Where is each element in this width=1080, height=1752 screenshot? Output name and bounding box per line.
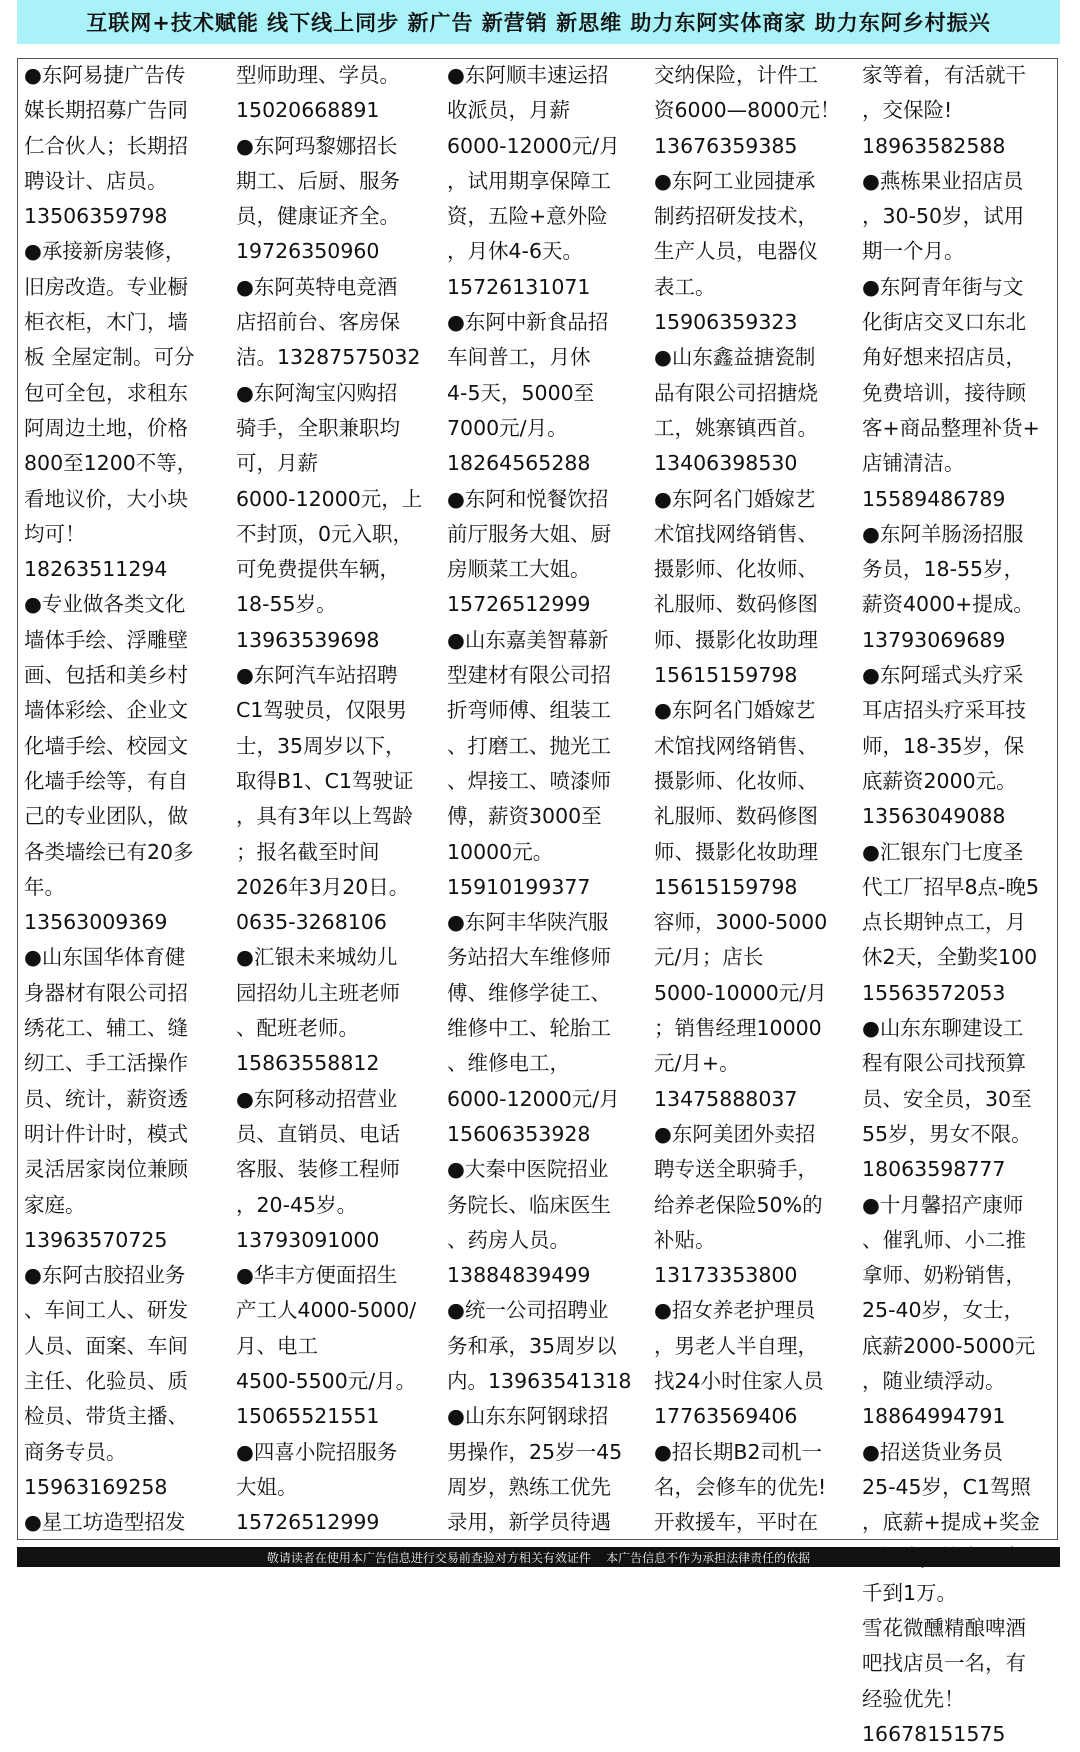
top-banner: 互联网+技术赋能 线下线上同步 新广告 新营销 新思维 助力东阿实体商家 助力东阿乡村振兴 (17, 0, 1060, 44)
ad-column-2-text: 型师助理、学员。 15020668891 ●东阿玛黎娜招长 期工、后厨、服务 员，健康证齐全。 19726350960 ●东阿英特电竞酒 店招前台、客房保 洁。13287575032 ●东阿淘宝闪购招 骑手，全职兼职均 可，月薪 6000-12000元，上 不封顶，0元入职， 可免费提供车辆， 18-55岁。 13963539698 ●东阿汽车站招聘 C1驾驶员，仅限男 士，35周岁以下， 取得B1、C1驾驶证 ，具有3年以上驾龄 ；报名截至时间 2026年3月20日。 0635-3268106 ●汇银未来城幼儿 园招幼儿主班老师 、配班老师。 15863558812 ●东阿移动招营业 员、直销员、电话 客服、装修工程师 ，20-45岁。 13793091000 ●华丰方便面招生 产工人4000-5000/ 月、电工 4500-5500元/月。 15065521551 ●四喜小院招服务 大姐。 15726512999 (236, 63, 423, 1535)
ad-column-4 (654, 58, 854, 1538)
disclaimer-footer: 敬请读者在使用本广告信息进行交易前查验对方相关有效证件 本广告信息不作为承担法律责任的依据 (17, 1547, 1060, 1567)
ad-column-1 (24, 58, 224, 1538)
ad-column-1-text: ●东阿易捷广告传 媒长期招募广告同 仁合伙人；长期招 聘设计、店员。 13506359798 ●承接新房装修， 旧房改造。专业橱 柜衣柜，木门，墙 板 全屋定制。可分 包可全包，求租东 阿周边土地，价格 800至1200不等， 看地议价，大小块 均可！ 18263511294 ●专业做各类文化 墙体手绘、浮雕壁 画、包括和美乡村 墙体彩绘、企业文 化墙手绘、校园文 化墙手绘等，有自 己的专业团队，做 各类墙绘已有20多 年。 13563009369 ●山东国华体育健 身器材有限公司招 绣花工、辅工、缝 纫工、手工活操作 员、统计，薪资透 明计件计时，模式 灵活居家岗位兼顾 家庭。 13963570725 ●东阿古胶招业务 、车间工人、研发 人员、面案、车间 主任、化验员、质 检员、带货主播、 商务专员。 15963169258 ●星工坊造型招发 (24, 63, 198, 1535)
ad-column-5-text: 家等着，有活就干 ，交保险! 18963582588 ●燕栋果业招店员 ，30-50岁，试用 期一个月。 ●东阿青年街与文 化街店交叉口东北 角好想来招店员， 免费培训，接待顾 客+商品整理补货+ 店铺清洁。 15589486789 ●东阿羊肠汤招服 务员，18-55岁， 薪资4000+提成。 13793069689 ●东阿瑶式头疗采 耳店招头疗采耳技 师，18-35岁，保 底薪资2000元。 13563049088 ●汇银东门七度圣 代工厂招早8点-晚5 点长期钟点工，月 休2天，全勤奖100 15563572053 ●山东东聊建设工 程有限公司找预算 员、安全员，30至 55岁，男女不限。 18063598777 ●十月馨招产康师 、催乳师、小二推 拿师、奶粉销售， 25-40岁，女士， 底薪2000-5000元 ，随业绩浮动。 18864994791 ●招送货业务员 25-45岁，C1驾照 ，底薪+提成+奖金 千到1万。 雪花微醺精酿啤酒 吧找店员一名，有 经验优先！ 16678151575 (862, 63, 1040, 1746)
ad-column-5 (862, 58, 1056, 1746)
ad-column-4-text: 交纳保险，计件工 资6000—8000元！ 13676359385 ●东阿工业园捷承 制药招研发技术， 生产人员，电器仪 表工。 15906359323 ●山东鑫益搪瓷制 品有限公司招搪烧 工，姚寨镇西首。 13406398530 ●东阿名门婚嫁艺 术馆找网络销售、 摄影师、化妆师、 礼服师、数码修图 师、摄影化妆助理 15615159798 ●东阿名门婚嫁艺 术馆找网络销售、 摄影师、化妆师、 礼服师、数码修图 师、摄影化妆助理 15615159798 容师，3000-5000 元/月；店长 5000-10000元/月 ；销售经理10000 元/月+。 13475888037 ●东阿美团外卖招 聘专送全职骑手， 给养老保险50%的 补贴。 13173353800 ●招女养老护理员 ，男老人半自理， 找24小时住家人员 17763569406 ●招长期B2司机一 名，会修车的优先! 开救援车，平时在 (654, 63, 841, 1535)
ad-column-3 (447, 58, 647, 1538)
ad-column-3-text: ●东阿顺丰速运招 收派员，月薪 6000-12000元/月 ，试用期享保障工 资，五险+意外险 ，月休4-6天。 15726131071 ●东阿中新食品招 车间普工，月休 4-5天，5000至 7000元/月。 18264565288 ●东阿和悦餐饮招 前厅服务大姐、厨 房顺菜工大姐。 15726512999 ●山东嘉美智幕新 型建材有限公司招 折弯师傅、组装工 、打磨工、抛光工 、焊接工、喷漆师 傅，薪资3000至 10000元。 15910199377 ●东阿丰华陕汽服 务站招大车维修师 傅、维修学徒工、 维修中工、轮胎工 、维修电工， 6000-12000元/月 15606353928 ●大秦中医院招业 务院长、临床医生 、药房人员。 13884839499 ●统一公司招聘业 务和承，35周岁以 内。13963541318 ●山东东阿钢球招 男操作，25岁一45 周岁，熟练工优先 录用，新学员待遇 (447, 63, 632, 1535)
ad-column-2 (236, 58, 436, 1538)
